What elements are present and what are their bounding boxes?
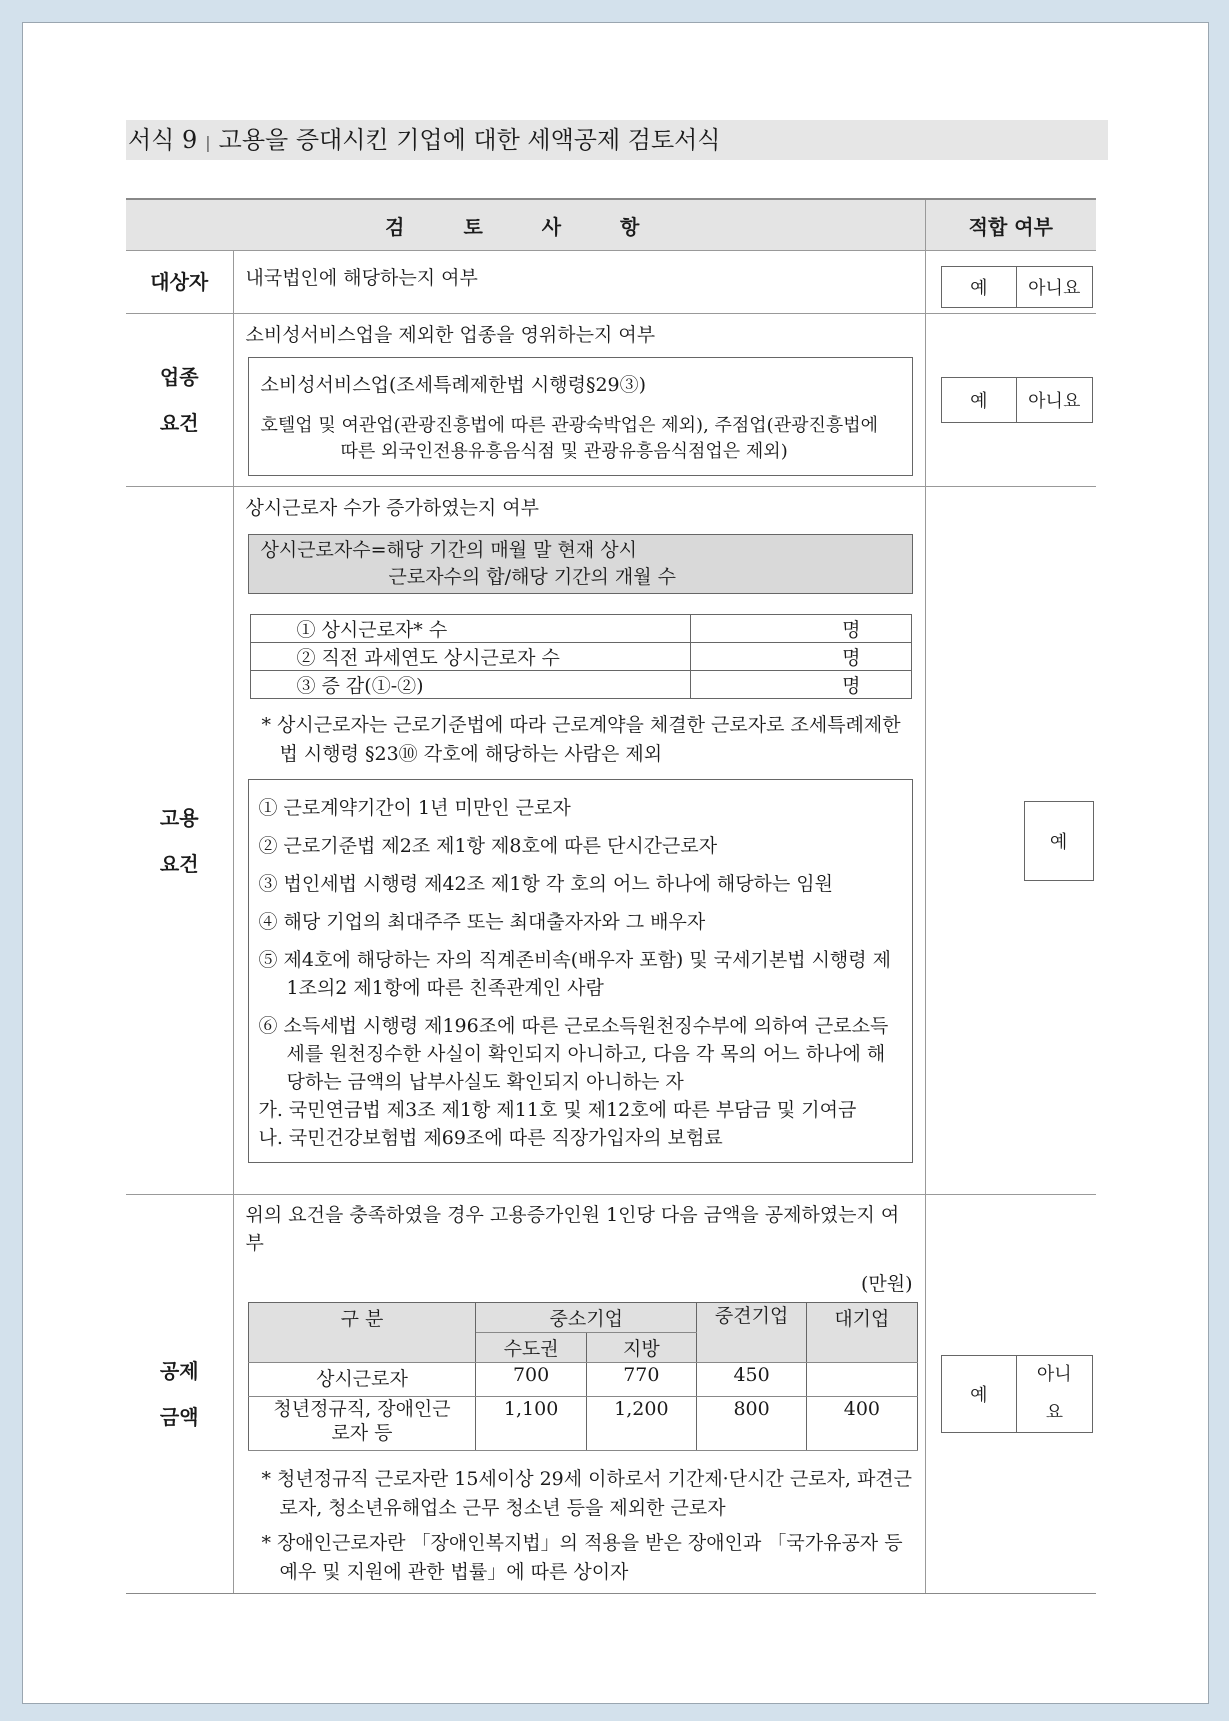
form-title-text: 고용을 증대시킨 기업에 대한 세액공제 검토서식 [218, 126, 721, 154]
employment-yes-option[interactable]: 예 [1024, 801, 1094, 881]
review-table-wrapper [126, 198, 1096, 1594]
industry-no-option[interactable]: 아니요 [1016, 378, 1092, 422]
header-region: 지방 [586, 1333, 696, 1363]
header-sme: 중소기업 [476, 1303, 697, 1333]
count-label: ① 상시근로자* 수 [250, 615, 690, 643]
deduction-yes-option[interactable]: 예 [970, 1385, 988, 1406]
formula-line2: 근로자수의 합/해당 기간의 개월 수 [388, 566, 677, 588]
list-item: ⑥ 소득세법 시행령 제196조에 따른 근로소득원천징수부에 의하여 근로소득세를 원천징수한 사실이 확인되지 아니하고, 다음 각 목의 어느 하나에 해당하는 금액의 납부사실도 확인되지 아니하는 자 [258, 1015, 889, 1093]
category-industry: 업종 요건 [126, 314, 233, 487]
consumer-service-line1: 호텔업 및 여관업(관광진흥법에 따른 관광숙박업은 제외), 주점업(관광진흥법에 [260, 415, 879, 436]
deduction-question: 위의 요건을 충족하였을 경우 고용증가인원 1인당 다음 금액을 공제하였는지 여부 [245, 1204, 900, 1254]
count-label: ③ 증 감(①-②) [250, 671, 690, 699]
review-table [126, 198, 1096, 1594]
header-review-items: 검 토 사 항 [126, 199, 925, 251]
target-question: 내국법인에 해당하는지 여부 [233, 251, 925, 314]
formula-box [248, 534, 913, 594]
industry-yes-no [941, 377, 1093, 423]
table-row [250, 671, 911, 699]
row-label: 상시근로자 [248, 1363, 476, 1397]
industry-question: 소비성서비스업을 제외한 업종을 영위하는지 여부 [245, 324, 656, 346]
list-item: ① 근로계약기간이 1년 미만인 근로자 [258, 797, 571, 819]
employment-question: 상시근로자 수가 증가하였는지 여부 [245, 497, 539, 519]
consumer-service-line2: 따른 외국인전용유흥음식점 및 관광유흥음식점업은 제외) [340, 441, 788, 462]
formula-line1: 상시근로자수=해당 기간의 매월 말 현재 상시 [260, 539, 637, 561]
count-unit[interactable]: 명 [690, 615, 911, 643]
deduction-amount-table [248, 1302, 918, 1451]
category-target: 대상자 [126, 251, 233, 314]
form-number: 서식 9 [128, 126, 198, 154]
count-unit[interactable]: 명 [690, 643, 911, 671]
row-label: 청년정규직, 장애인근로자 등 [248, 1397, 476, 1451]
table-row: 상시근로자 700 770 450 [248, 1363, 917, 1397]
title-separator: | [205, 133, 211, 152]
youth-note: * 청년정규직 근로자란 15세이상 29세 이하로서 기간제·단시간 근로자, 파견근로자, 청소년유해업소 근무 청소년 등을 제외한 근로자 [261, 1468, 913, 1519]
target-no-option[interactable]: 아니요 [1016, 267, 1092, 307]
count-unit[interactable]: 명 [690, 671, 911, 699]
header-large: 대기업 [807, 1303, 917, 1363]
consumer-service-title: 소비성서비스업(조세특례제한법 시행령§29③) [260, 374, 647, 396]
list-item: ② 근로기준법 제2조 제1항 제8호에 따른 단시간근로자 [258, 835, 718, 857]
count-label: ② 직전 과세연도 상시근로자 수 [250, 643, 690, 671]
employee-note: * 상시근로자는 근로기준법에 따라 근로계약을 체결한 근로자로 조세특례제한법 시행령 §23⑩ 각호에 해당하는 사람은 제외 [261, 714, 901, 765]
employee-count-table [250, 614, 912, 699]
form-title [126, 120, 1108, 160]
target-yes-no [941, 266, 1093, 308]
category-employment: 고용 요건 [126, 487, 233, 1195]
header-capital: 수도권 [476, 1333, 586, 1363]
deduction-yes-no [941, 1355, 1093, 1433]
table-row [250, 643, 911, 671]
disabled-note: * 장애인근로자란 「장애인복지법」의 적용을 받은 장애인과 「국가유공자 등 예우 및 지원에 관한 법률」에 따른 상이자 [261, 1532, 903, 1583]
category-deduction: 공제 금액 [126, 1195, 233, 1594]
list-item: ④ 해당 기업의 최대주주 또는 최대출자자와 그 배우자 [258, 911, 706, 933]
amount-unit: (만원) [860, 1273, 913, 1295]
list-item: ③ 법인세법 시행령 제42조 제1항 각 호의 어느 하나에 해당하는 임원 [258, 873, 834, 895]
exclusion-list [248, 779, 913, 1163]
table-row [250, 615, 911, 643]
header-midsize: 중견기업 [696, 1303, 806, 1363]
deduction-no-option[interactable]: 아니 요 [1016, 1356, 1092, 1432]
table-row: 청년정규직, 장애인근로자 등 1,100 1,200 800 400 [248, 1397, 917, 1451]
consumer-service-box [248, 357, 913, 476]
list-sub-item: 가. 국민연금법 제3조 제1항 제11호 및 제12호에 따른 부담금 및 기여금 [258, 1099, 857, 1121]
header-division: 구 분 [248, 1303, 476, 1363]
list-item: ⑤ 제4호에 해당하는 자의 직계존비속(배우자 포함) 및 국세기본법 시행령 제1조의2 제1항에 따른 친족관계인 사람 [258, 949, 892, 999]
target-yes-option[interactable]: 예 [970, 277, 988, 299]
industry-yes-option[interactable]: 예 [970, 391, 988, 412]
list-sub-item: 나. 국민건강보험법 제69조에 따른 직장가입자의 보험료 [258, 1127, 723, 1149]
document-page [22, 22, 1209, 1704]
header-fit: 적합 여부 [925, 199, 1096, 251]
